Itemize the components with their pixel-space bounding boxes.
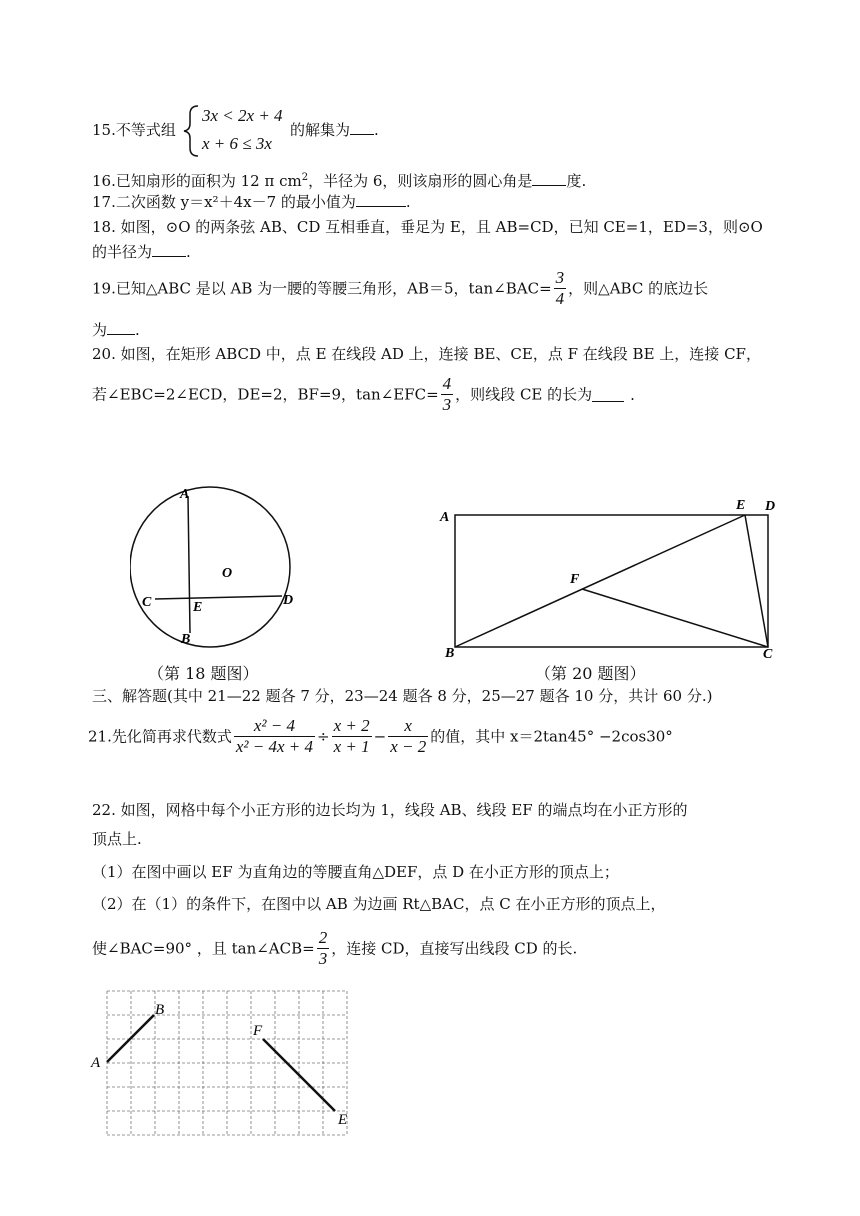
- grid-label-a: A: [91, 1055, 101, 1071]
- q19-line1: 19.已知△ABC 是以 AB 为一腰的等腰三角形，AB＝5，tan∠BAC= $\frac{3}{4}$ ，则△ABC 的底边长: [92, 268, 709, 308]
- q21-fraction-2: $\frac{x + 2}{x + 1}$: [333, 716, 370, 756]
- segment-cf: [582, 589, 768, 647]
- circle-o: [130, 487, 290, 647]
- q22-fraction: $\frac{2}{3}$: [318, 928, 328, 968]
- q19-line2: 为 .: [92, 321, 140, 339]
- figure-20: [436, 495, 786, 663]
- q15-prefix: 15.不等式组: [92, 121, 176, 139]
- q15-answer-blank: [350, 120, 374, 135]
- fig20-caption: （第 20 题图）: [535, 664, 646, 683]
- grid-label-f: F: [253, 1023, 263, 1039]
- chord-cd: [155, 596, 282, 599]
- segment-ef: [263, 1039, 335, 1111]
- section3-title: 三、解答题(其中 21—22 题各 7 分，23—24 题各 8 分，25—27 题各 10 分，共计 60 分.): [92, 687, 713, 705]
- q19-answer-blank: [107, 320, 135, 335]
- q15: [92, 120, 176, 140]
- q16-answer-blank: [532, 171, 566, 186]
- q20-fraction: $\frac{4}{3}$: [442, 374, 452, 414]
- q18-line2: 的半径为 .: [92, 243, 191, 261]
- figure-18: [130, 485, 330, 660]
- fig20-label-f: F: [570, 572, 580, 587]
- fig18-label-a: A: [180, 487, 190, 502]
- fig20-label-c: C: [763, 647, 773, 662]
- fig18-label-b: B: [181, 632, 191, 647]
- segment-ab: [107, 1015, 154, 1062]
- q15-ineq2: x + 6 ≤ 3x: [202, 134, 272, 153]
- q22-line4: （2）在（1）的条件下，在图中以 AB 为边画 Rt△BAC，点 C 在小正方形的顶点上，: [92, 895, 666, 913]
- grid-lines: [107, 991, 347, 1135]
- fig20-label-d: D: [765, 499, 776, 514]
- grid-label-e: E: [338, 1112, 348, 1128]
- fig18-label-d: D: [283, 593, 294, 608]
- segment-be: [455, 515, 745, 647]
- fig20-label-b: B: [445, 646, 455, 661]
- q21-fraction-1: $\frac{\text{x² − 4}}{\text{x² − 4x + 4}}$: [235, 716, 313, 756]
- grid-figure: [88, 980, 358, 1150]
- q21-fraction-3: $\frac{x}{x - 2}$: [390, 716, 427, 756]
- fig18-caption: （第 18 题图）: [148, 664, 259, 683]
- q15-suffix: 的解集为: [290, 121, 351, 139]
- q20-line2: 若∠EBC=2∠ECD，DE=2，BF=9，tan∠EFC= $\frac{4}{3}$ ，则线段 CE 的长为 .: [92, 374, 635, 414]
- q22-line1: 22. 如图，网格中每个小正方形的边长均为 1，线段 AB、线段 EF 的端点均在小正方形的: [92, 801, 688, 819]
- q22-line5: 使∠BAC=90° ，且 tan∠ACB= $\frac{2}{3}$ ，连接 CD，直接写出线段 CD 的长.: [92, 928, 578, 968]
- segment-ce: [745, 515, 768, 647]
- q15-ineq1: 3x < 2x + 4: [202, 106, 283, 125]
- q20-line1: 20. 如图，在矩形 ABCD 中，点 E 在线段 AD 上，连接 BE、CE，点 F 在线段 BE 上，连接 CF，: [92, 345, 761, 363]
- q21: 21.先化简再求代数式 $\frac{\text{x² − 4}}{\text{x² − 4x + 4}}$ ÷ $\frac{x + 2}{x + 1}$ − $\frac{x}{x - 2}$ 的值，其中 x＝2tan45° −2cos30°: [88, 716, 673, 756]
- fig20-label-e: E: [736, 498, 746, 513]
- q15-brace: [180, 104, 204, 158]
- grid-label-b: B: [155, 1002, 165, 1018]
- fig18-label-e: E: [193, 600, 203, 615]
- fig18-label-c: C: [142, 595, 152, 610]
- q18-line1: 18. 如图，⊙O 的两条弦 AB、CD 互相垂直，垂足为 E，且 AB=CD，已知 CE=1，ED=3，则⊙O: [92, 218, 763, 236]
- q22-line2: 顶点上.: [92, 830, 142, 848]
- q18-answer-blank: [152, 242, 186, 257]
- q16: 16.已知扇形的面积为 12 π $cm^2$，半径为 6，则该扇形的圆心角是 度.: [92, 172, 587, 190]
- q20-answer-blank: [592, 387, 624, 402]
- q17-answer-blank: [356, 192, 406, 207]
- q22-line3: （1）在图中画以 EF 为直角边的等腰直角△DEF，点 D 在小正方形的顶点上；: [92, 863, 619, 881]
- fig20-label-a: A: [440, 510, 450, 525]
- q15-tail: 的解集为 .: [290, 121, 379, 139]
- fig18-label-o: O: [222, 566, 233, 581]
- rectangle-abcd: [455, 515, 768, 647]
- q19-fraction: $\frac{3}{4}$: [555, 268, 565, 308]
- q17: 17.二次函数 y＝x²＋4x－7 的最小值为 .: [92, 193, 411, 211]
- chord-ab: [188, 496, 190, 633]
